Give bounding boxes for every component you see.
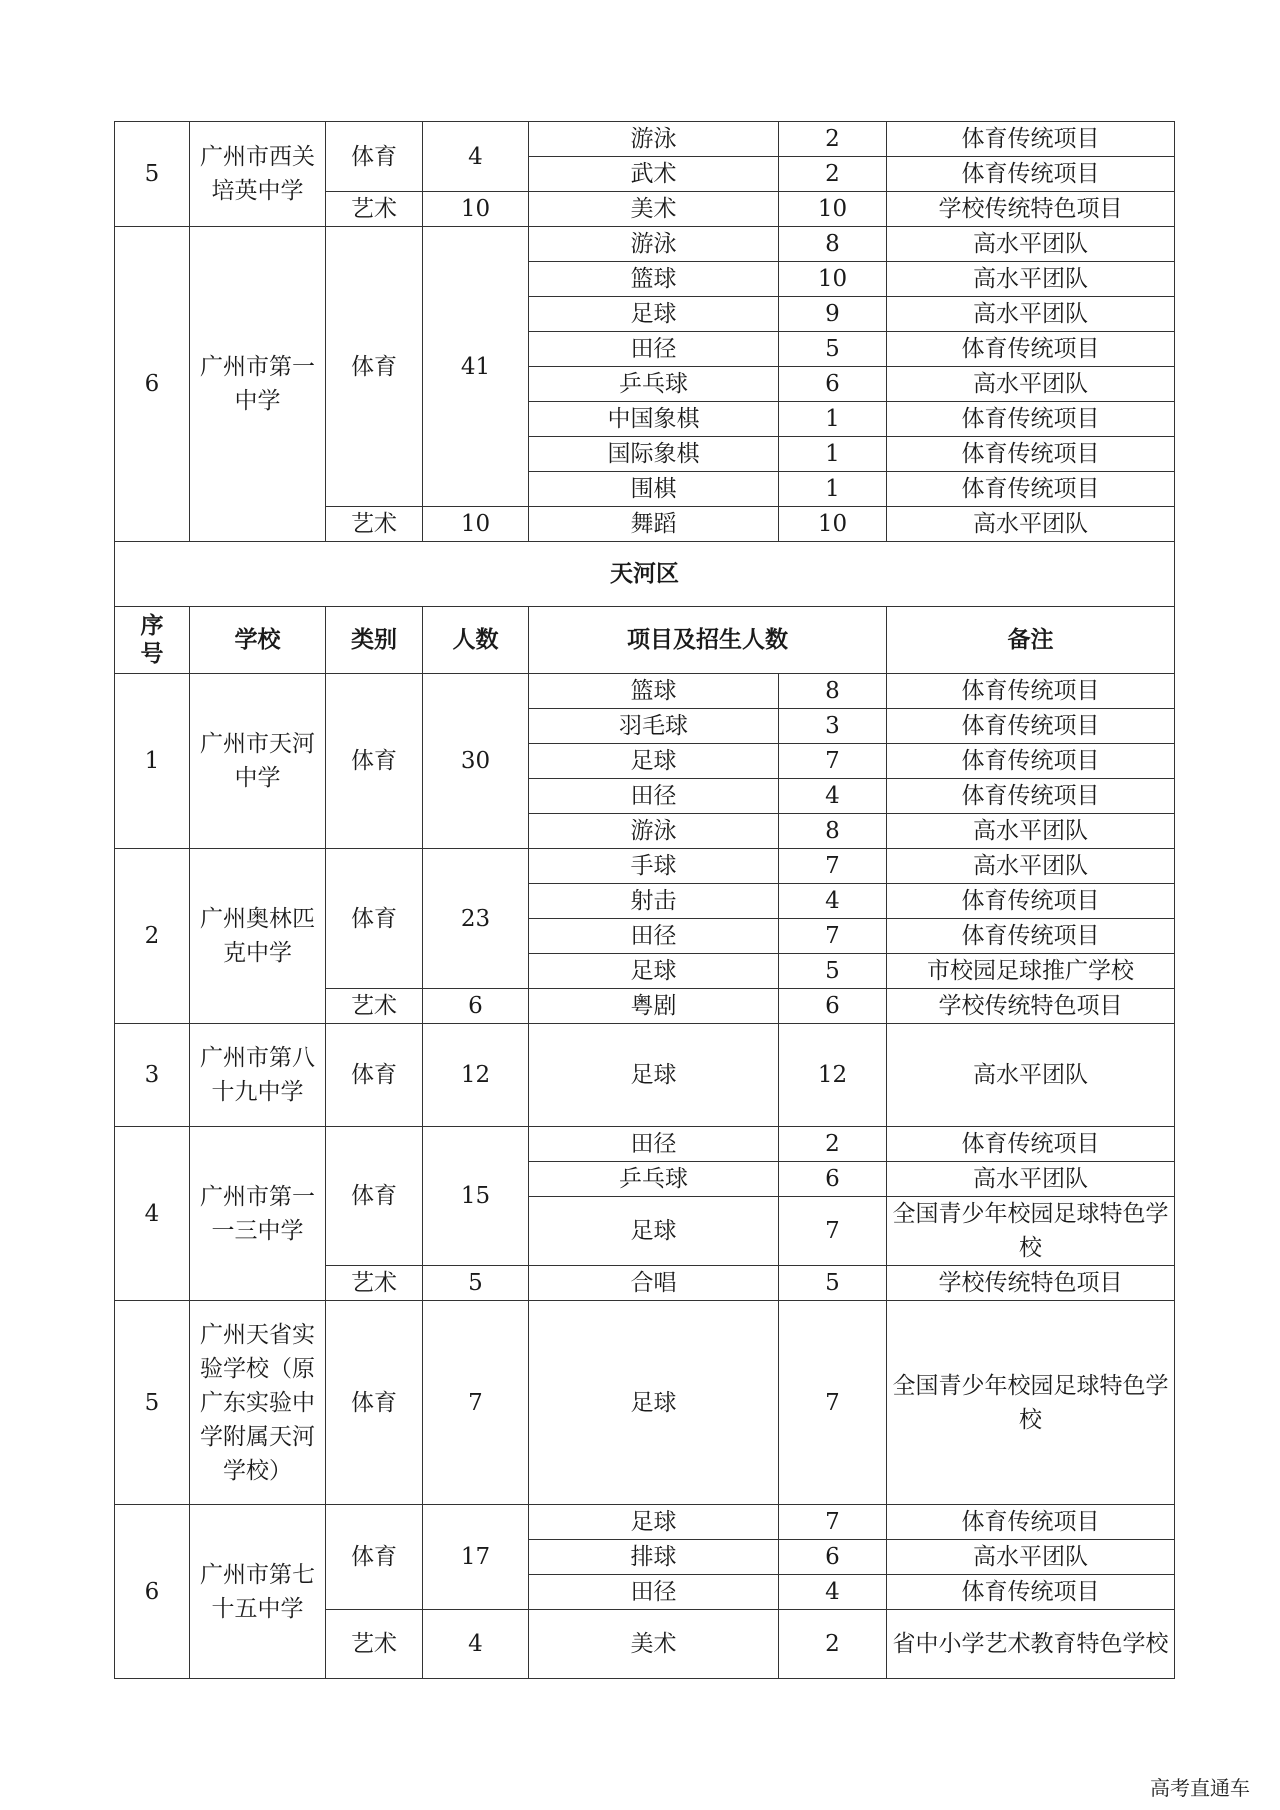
school-cell: 广州市第一一三中学 <box>190 1127 326 1301</box>
table-row <box>115 227 1175 262</box>
count-cell: 4 <box>423 122 529 192</box>
category-cell: 体育 <box>326 849 423 989</box>
project-count-cell: 3 <box>779 709 887 744</box>
project-cell: 游泳 <box>529 814 779 849</box>
project-cell: 乒乓球 <box>529 367 779 402</box>
category-cell: 艺术 <box>326 192 423 227</box>
project-count-cell: 1 <box>779 402 887 437</box>
project-count-cell: 7 <box>779 744 887 779</box>
note-cell: 市校园足球推广学校 <box>887 954 1175 989</box>
header-note: 备注 <box>887 607 1175 674</box>
project-cell: 射击 <box>529 884 779 919</box>
project-count-cell: 6 <box>779 989 887 1024</box>
seq-cell: 6 <box>115 1505 190 1679</box>
project-count-cell: 5 <box>779 332 887 367</box>
school-cell: 广州市第七十五中学 <box>190 1505 326 1679</box>
note-cell: 高水平团队 <box>887 1540 1175 1575</box>
category-cell: 体育 <box>326 122 423 192</box>
note-cell: 高水平团队 <box>887 262 1175 297</box>
school-cell: 广州市西关培英中学 <box>190 122 326 227</box>
school-cell: 广州市天河中学 <box>190 674 326 849</box>
note-cell: 体育传统项目 <box>887 1575 1175 1610</box>
project-cell: 羽毛球 <box>529 709 779 744</box>
project-cell: 武术 <box>529 157 779 192</box>
table-header-row <box>115 607 1175 674</box>
header-school: 学校 <box>190 607 326 674</box>
note-cell: 体育传统项目 <box>887 332 1175 367</box>
project-count-cell: 2 <box>779 157 887 192</box>
header-category: 类别 <box>326 607 423 674</box>
note-cell: 体育传统项目 <box>887 1127 1175 1162</box>
note-cell: 全国青少年校园足球特色学校 <box>887 1197 1175 1266</box>
project-cell: 足球 <box>529 954 779 989</box>
project-cell: 足球 <box>529 297 779 332</box>
project-count-cell: 8 <box>779 674 887 709</box>
tianhe-rows <box>115 674 1175 1679</box>
table-row <box>115 122 1175 157</box>
note-cell: 体育传统项目 <box>887 744 1175 779</box>
count-cell: 4 <box>423 1610 529 1679</box>
project-cell: 田径 <box>529 332 779 367</box>
project-cell: 足球 <box>529 744 779 779</box>
project-count-cell: 6 <box>779 1162 887 1197</box>
note-cell: 高水平团队 <box>887 507 1175 542</box>
project-cell: 粤剧 <box>529 989 779 1024</box>
count-cell: 5 <box>423 1266 529 1301</box>
previous-district-rows <box>115 122 1175 542</box>
seq-cell: 5 <box>115 1301 190 1505</box>
project-cell: 篮球 <box>529 674 779 709</box>
project-cell: 乒乓球 <box>529 1162 779 1197</box>
category-cell: 体育 <box>326 1301 423 1505</box>
note-cell: 体育传统项目 <box>887 884 1175 919</box>
project-cell: 足球 <box>529 1024 779 1127</box>
seq-cell: 6 <box>115 227 190 542</box>
project-count-cell: 7 <box>779 919 887 954</box>
note-cell: 体育传统项目 <box>887 1505 1175 1540</box>
school-cell: 广州市第八十九中学 <box>190 1024 326 1127</box>
note-cell: 高水平团队 <box>887 227 1175 262</box>
project-count-cell: 1 <box>779 472 887 507</box>
project-cell: 围棋 <box>529 472 779 507</box>
note-cell: 体育传统项目 <box>887 402 1175 437</box>
school-cell: 广州天省实验学校（原广东实验中学附属天河学校） <box>190 1301 326 1505</box>
project-cell: 田径 <box>529 1127 779 1162</box>
project-cell: 美术 <box>529 1610 779 1679</box>
project-count-cell: 9 <box>779 297 887 332</box>
project-cell: 合唱 <box>529 1266 779 1301</box>
note-cell: 全国青少年校园足球特色学校 <box>887 1301 1175 1505</box>
project-cell: 舞蹈 <box>529 507 779 542</box>
header-count: 人数 <box>423 607 529 674</box>
project-count-cell: 10 <box>779 507 887 542</box>
project-count-cell: 7 <box>779 1197 887 1266</box>
note-cell: 学校传统特色项目 <box>887 989 1175 1024</box>
header-project: 项目及招生人数 <box>529 607 887 674</box>
project-cell: 排球 <box>529 1540 779 1575</box>
project-count-cell: 7 <box>779 1505 887 1540</box>
project-cell: 足球 <box>529 1197 779 1266</box>
note-cell: 高水平团队 <box>887 1024 1175 1127</box>
project-count-cell: 10 <box>779 262 887 297</box>
project-count-cell: 4 <box>779 1575 887 1610</box>
seq-cell: 3 <box>115 1024 190 1127</box>
note-cell: 高水平团队 <box>887 849 1175 884</box>
project-count-cell: 8 <box>779 814 887 849</box>
note-cell: 体育传统项目 <box>887 472 1175 507</box>
category-cell: 体育 <box>326 674 423 849</box>
note-cell: 体育传统项目 <box>887 674 1175 709</box>
category-cell: 体育 <box>326 1505 423 1610</box>
category-cell: 艺术 <box>326 1610 423 1679</box>
category-cell: 艺术 <box>326 507 423 542</box>
count-cell: 6 <box>423 989 529 1024</box>
project-cell: 田径 <box>529 779 779 814</box>
project-count-cell: 2 <box>779 122 887 157</box>
school-cell: 广州奥林匹克中学 <box>190 849 326 1024</box>
project-cell: 美术 <box>529 192 779 227</box>
category-cell: 体育 <box>326 1024 423 1127</box>
table-row <box>115 674 1175 709</box>
project-cell: 足球 <box>529 1301 779 1505</box>
project-cell: 田径 <box>529 1575 779 1610</box>
note-cell: 高水平团队 <box>887 814 1175 849</box>
project-cell: 中国象棋 <box>529 402 779 437</box>
project-cell: 手球 <box>529 849 779 884</box>
note-cell: 高水平团队 <box>887 367 1175 402</box>
project-cell: 篮球 <box>529 262 779 297</box>
tianhe-section <box>115 542 1175 674</box>
table-row <box>115 1127 1175 1162</box>
note-cell: 学校传统特色项目 <box>887 192 1175 227</box>
seq-cell: 4 <box>115 1127 190 1301</box>
project-cell: 田径 <box>529 919 779 954</box>
section-title-row <box>115 542 1175 607</box>
note-cell: 体育传统项目 <box>887 157 1175 192</box>
note-cell: 体育传统项目 <box>887 437 1175 472</box>
table-row <box>115 1301 1175 1505</box>
category-cell: 体育 <box>326 1127 423 1266</box>
count-cell: 15 <box>423 1127 529 1266</box>
enrollment-table <box>114 121 1175 1679</box>
count-cell: 12 <box>423 1024 529 1127</box>
project-count-cell: 2 <box>779 1610 887 1679</box>
table-row <box>115 1024 1175 1127</box>
note-cell: 体育传统项目 <box>887 779 1175 814</box>
school-cell: 广州市第一中学 <box>190 227 326 542</box>
project-cell: 游泳 <box>529 122 779 157</box>
project-count-cell: 6 <box>779 1540 887 1575</box>
project-count-cell: 7 <box>779 1301 887 1505</box>
header-seq: 序号 <box>115 607 190 674</box>
note-cell: 体育传统项目 <box>887 709 1175 744</box>
project-count-cell: 10 <box>779 192 887 227</box>
project-cell: 游泳 <box>529 227 779 262</box>
seq-cell: 2 <box>115 849 190 1024</box>
project-count-cell: 8 <box>779 227 887 262</box>
table-row <box>115 849 1175 884</box>
project-count-cell: 7 <box>779 849 887 884</box>
project-count-cell: 5 <box>779 1266 887 1301</box>
count-cell: 10 <box>423 192 529 227</box>
category-cell: 艺术 <box>326 989 423 1024</box>
count-cell: 41 <box>423 227 529 507</box>
note-cell: 体育传统项目 <box>887 919 1175 954</box>
category-cell: 体育 <box>326 227 423 507</box>
watermark-text: 高考直通车 <box>1150 1776 1250 1800</box>
seq-cell: 5 <box>115 122 190 227</box>
count-cell: 30 <box>423 674 529 849</box>
project-cell: 国际象棋 <box>529 437 779 472</box>
project-count-cell: 4 <box>779 884 887 919</box>
table-row <box>115 1505 1175 1540</box>
count-cell: 23 <box>423 849 529 989</box>
count-cell: 10 <box>423 507 529 542</box>
count-cell: 7 <box>423 1301 529 1505</box>
note-cell: 省中小学艺术教育特色学校 <box>887 1610 1175 1679</box>
project-count-cell: 1 <box>779 437 887 472</box>
seq-cell: 1 <box>115 674 190 849</box>
project-count-cell: 12 <box>779 1024 887 1127</box>
note-cell: 学校传统特色项目 <box>887 1266 1175 1301</box>
category-cell: 艺术 <box>326 1266 423 1301</box>
project-count-cell: 6 <box>779 367 887 402</box>
count-cell: 17 <box>423 1505 529 1610</box>
note-cell: 体育传统项目 <box>887 122 1175 157</box>
project-cell: 足球 <box>529 1505 779 1540</box>
note-cell: 高水平团队 <box>887 1162 1175 1197</box>
project-count-cell: 2 <box>779 1127 887 1162</box>
project-count-cell: 4 <box>779 779 887 814</box>
section-title: 天河区 <box>115 542 1175 607</box>
note-cell: 高水平团队 <box>887 297 1175 332</box>
project-count-cell: 5 <box>779 954 887 989</box>
